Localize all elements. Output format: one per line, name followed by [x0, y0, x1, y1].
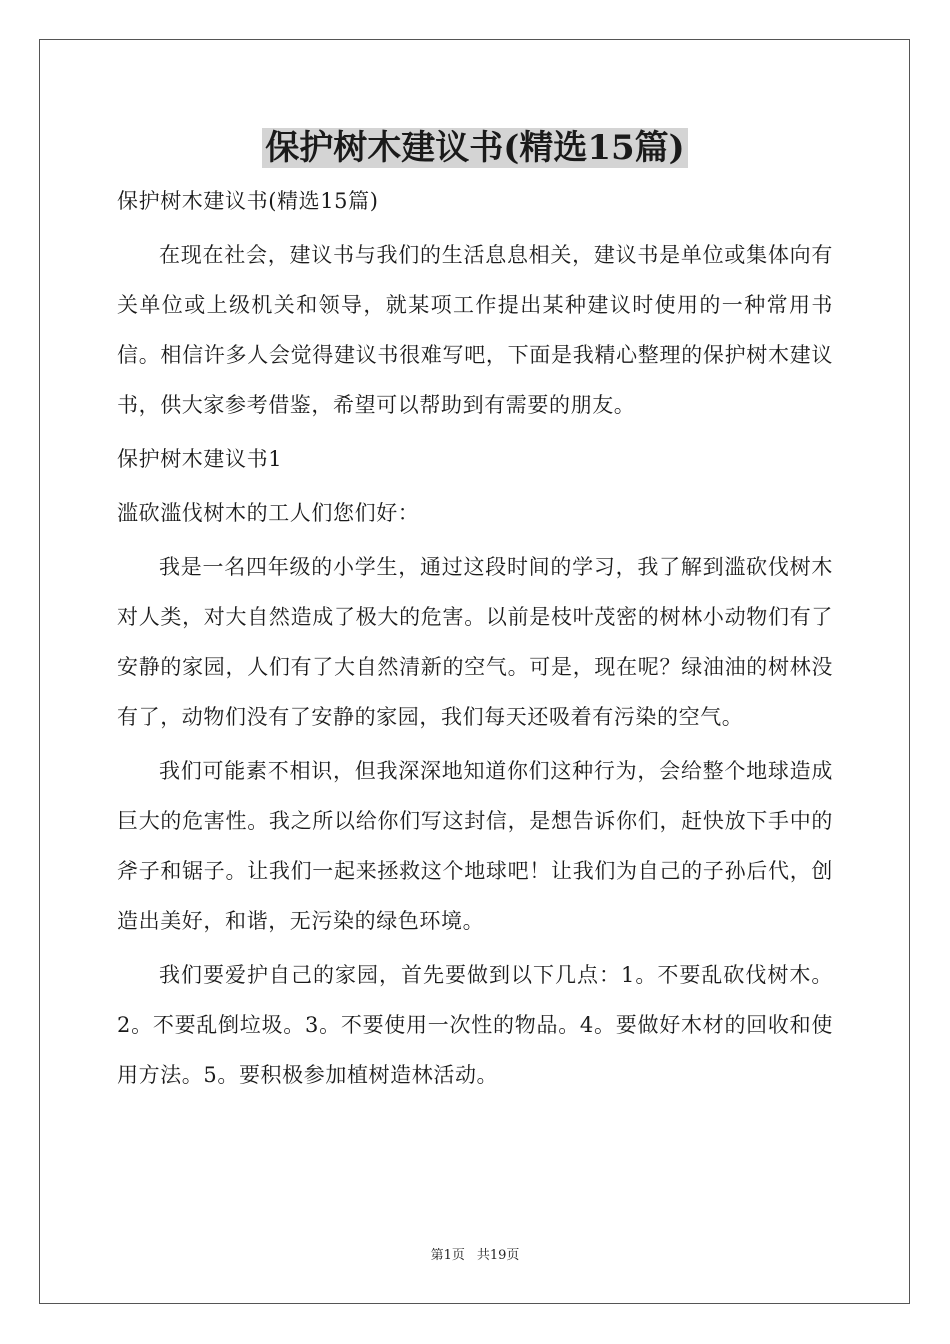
letter-salutation: 滥砍滥伐树木的工人们您们好： — [117, 501, 420, 525]
document-body — [117, 176, 833, 1100]
page-footer — [0, 1244, 950, 1263]
page-number: 第1页 — [430, 1248, 465, 1263]
body-paragraph: 我们要爱护自己的家园，首先要做到以下几点：1。不要乱砍伐树木。2。不要乱倒垃圾。3。不要使用一次性的物品。4。要做好木材的回收和使用方法。5。要积极参加植树造林活动。 — [117, 963, 833, 1087]
document-title-text: 保护树木建议书(精选15篇) — [262, 128, 688, 168]
section-heading: 保护树木建议书1 — [117, 447, 283, 471]
body-paragraph: 我是一名四年级的小学生，通过这段时间的学习，我了解到滥砍伐树木对人类，对大自然造成了极大的危害。以前是枝叶茂密的树林小动物们有了安静的家园，人们有了大自然清新的空气。可是，现在呢？绿油油的树林没有了，动物们没有了安静的家园，我们每天还吸着有污染的空气。 — [117, 555, 833, 729]
document-title — [0, 122, 950, 174]
page-total: 共19页 — [476, 1248, 520, 1263]
body-paragraph: 我们可能素不相识，但我深深地知道你们这种行为，会给整个地球造成巨大的危害性。我之所以给你们写这封信，是想告诉你们，赶快放下手中的斧子和锯子。让我们一起来拯救这个地球吧！让我们为自己的子孙后代，创造出美好，和谐，无污染的绿色环境。 — [117, 759, 833, 933]
intro-paragraph: 在现在社会，建议书与我们的生活息息相关，建议书是单位或集体向有关单位或上级机关和领导，就某项工作提出某种建议时使用的一种常用书信。相信许多人会觉得建议书很难写吧，下面是我精心整理的保护树木建议书，供大家参考借鉴，希望可以帮助到有需要的朋友。 — [117, 243, 833, 417]
document-subtitle: 保护树木建议书(精选15篇) — [117, 189, 379, 213]
